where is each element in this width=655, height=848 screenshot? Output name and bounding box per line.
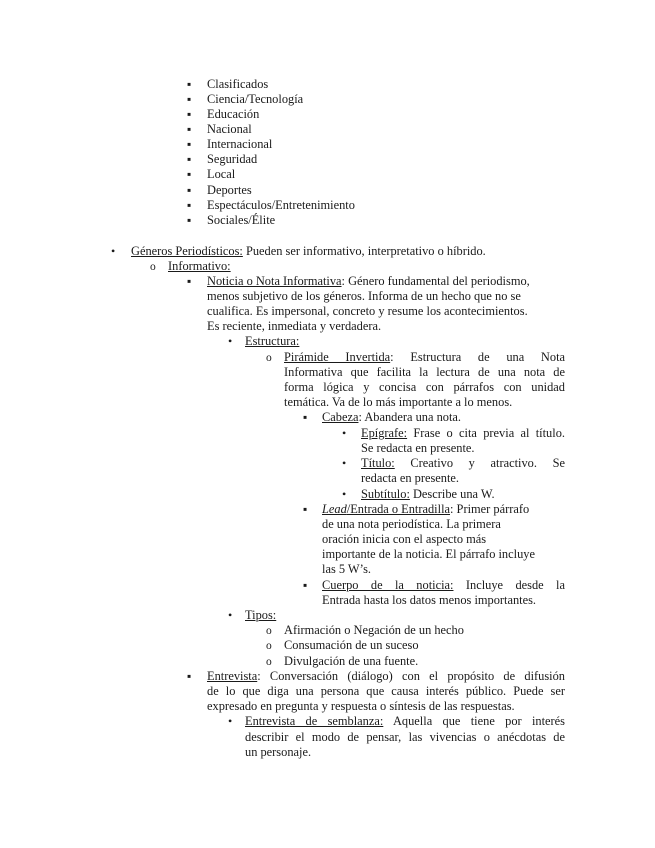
subtitulo-text: Describe una W. <box>409 487 495 501</box>
entrevista-line-2: de lo que diga una persona que causa interés público. Puede ser <box>207 684 565 698</box>
list-bullet <box>187 92 191 107</box>
subtitulo-line <box>361 487 495 502</box>
titulo-label: Título: <box>361 456 395 470</box>
list-item: Educación <box>207 107 260 121</box>
epigrafe-line-2: Se redacta en presente. <box>361 441 475 455</box>
list-bullet <box>187 274 191 289</box>
cuerpo-text: Incluye desde la <box>453 578 565 592</box>
list-bullet <box>111 244 115 259</box>
generos-text: Pueden ser informativo, interpretativo o híbrido. <box>242 244 486 258</box>
piramide-label: Pirámide Invertida <box>284 350 391 364</box>
list-bullet <box>303 502 307 517</box>
lead-text: : Primer párrafo <box>450 502 530 516</box>
semblanza-line-3: un personaje. <box>245 745 312 759</box>
cabeza-line <box>322 410 461 425</box>
piramide-text: : Estructura de una Nota <box>390 350 566 364</box>
list-bullet <box>266 350 272 366</box>
epigrafe-label: Epígrafe: <box>361 426 408 440</box>
semblanza-line-1 <box>245 714 565 729</box>
list-bullet <box>342 487 346 502</box>
tipos-item: Consumación de un suceso <box>284 638 419 652</box>
list-bullet <box>342 426 346 441</box>
list-item: Seguridad <box>207 152 258 166</box>
generos-label: Géneros Periodísticos: <box>131 244 243 258</box>
list-bullet <box>187 152 191 167</box>
piramide-line-1 <box>284 350 565 365</box>
cabeza-text: : Abandera una nota. <box>358 410 461 424</box>
list-bullet <box>266 638 272 654</box>
lead-label-italic: Lead <box>322 502 347 516</box>
informativo-label: Informativo: <box>168 259 231 273</box>
generos-line <box>131 244 486 259</box>
noticia-line-3: cualifica. Es impersonal, concreto y resume los acontecimientos. <box>207 304 528 318</box>
list-bullet <box>187 77 191 92</box>
list-item: Sociales/Élite <box>207 213 276 227</box>
list-bullet <box>187 183 191 198</box>
semblanza-line-2: describir el modo de pensar, las vivencias o anécdotas de <box>245 730 565 744</box>
noticia-label: Noticia o Nota Informativa <box>207 274 342 288</box>
cuerpo-line-2: Entrada hasta los datos menos importantes. <box>322 593 537 607</box>
list-bullet <box>187 122 191 137</box>
list-item: Clasificados <box>207 77 269 91</box>
entrevista-line-1 <box>207 669 565 684</box>
piramide-line-2: Informativa que facilita la lectura de una nota de <box>284 365 565 379</box>
entrevista-text: : Conversación (diálogo) con el propósito de difusión <box>257 669 565 683</box>
lead-line-1 <box>322 502 529 517</box>
list-bullet <box>187 198 191 213</box>
tipos-item: Afirmación o Negación de un hecho <box>284 623 464 637</box>
entrevista-label: Entrevista <box>207 669 258 683</box>
list-bullet <box>266 623 272 639</box>
list-bullet <box>342 456 346 471</box>
cabeza-label: Cabeza <box>322 410 359 424</box>
noticia-line-1 <box>207 274 530 289</box>
list-bullet <box>303 578 307 593</box>
entrevista-line-3: expresado en pregunta y respuesta o síntesis de las respuestas. <box>207 699 515 713</box>
list-bullet <box>187 669 191 684</box>
list-bullet <box>187 167 191 182</box>
subtitulo-label: Subtítulo: <box>361 487 410 501</box>
list-bullet <box>150 259 156 275</box>
lead-line-4: importante de la noticia. El párrafo incluye <box>322 547 535 561</box>
titulo-text: Creativo y atractivo. Se <box>394 456 565 470</box>
list-bullet <box>228 608 232 623</box>
list-bullet <box>303 410 307 425</box>
lead-line-5: las 5 W’s. <box>322 562 371 576</box>
epigrafe-text: Frase o cita previa al título. <box>407 426 565 440</box>
piramide-line-3: forma lógica y concisa con párrafos con unidad <box>284 380 565 394</box>
list-bullet <box>187 213 191 228</box>
list-item: Internacional <box>207 137 273 151</box>
piramide-line-4: temática. Va de lo más importante a lo menos. <box>284 395 513 409</box>
tipos-item: Divulgación de una fuente. <box>284 654 419 668</box>
list-bullet <box>228 334 232 349</box>
estructura-label: Estructura: <box>245 334 300 348</box>
cuerpo-line-1 <box>322 578 565 593</box>
titulo-line-2: redacta en presente. <box>361 471 460 485</box>
list-bullet <box>228 714 232 729</box>
semblanza-label: Entrevista de semblanza: <box>245 714 384 728</box>
list-item: Deportes <box>207 183 252 197</box>
list-bullet <box>266 654 272 670</box>
lead-label-rest: /Entrada o Entradilla <box>346 502 451 516</box>
noticia-line-2: menos subjetivo de los géneros. Informa de un hecho que no se <box>207 289 521 303</box>
semblanza-text: Aquella que tiene por interés <box>383 714 566 728</box>
tipos-label: Tipos: <box>245 608 277 622</box>
list-bullet <box>187 107 191 122</box>
noticia-text: : Género fundamental del periodismo, <box>341 274 530 288</box>
list-item: Local <box>207 167 236 181</box>
list-item: Espectáculos/Entretenimiento <box>207 198 355 212</box>
epigrafe-line-1 <box>361 426 565 441</box>
list-item: Ciencia/Tecnología <box>207 92 304 106</box>
lead-line-3: oración inicia con el aspecto más <box>322 532 487 546</box>
lead-line-2: de una nota periodística. La primera <box>322 517 501 531</box>
list-item: Nacional <box>207 122 252 136</box>
titulo-line-1 <box>361 456 565 471</box>
list-bullet <box>187 137 191 152</box>
noticia-line-4: Es reciente, inmediata y verdadera. <box>207 319 382 333</box>
cuerpo-label: Cuerpo de la noticia: <box>322 578 454 592</box>
